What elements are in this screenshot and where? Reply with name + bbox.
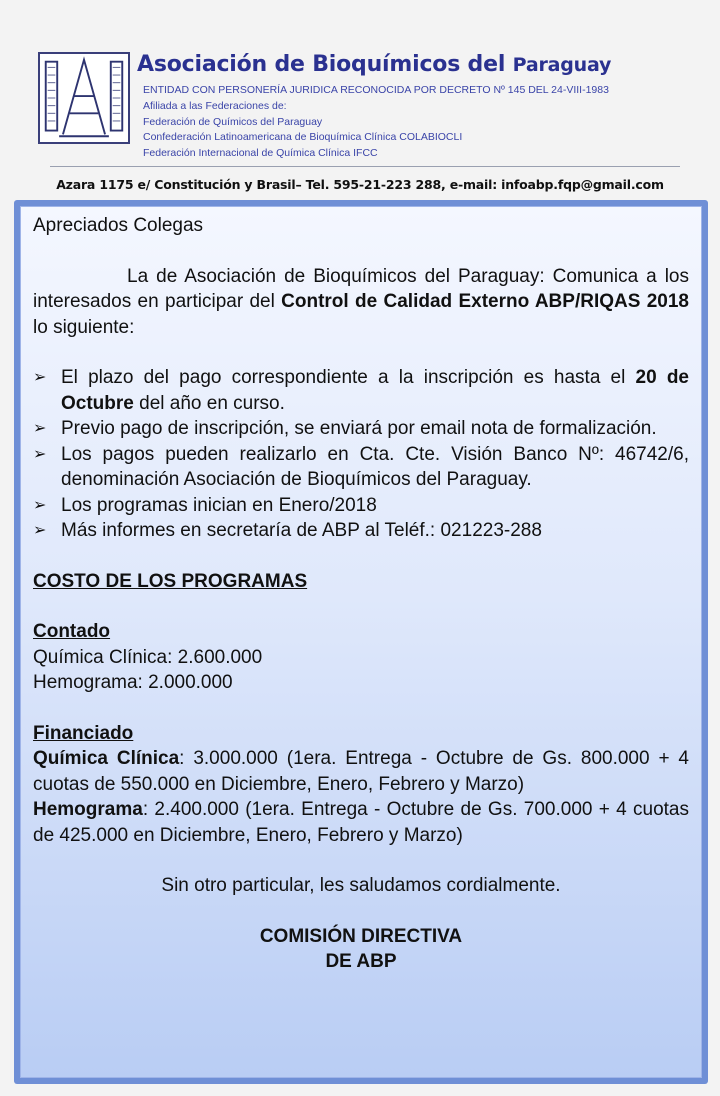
- org-affiliation-1: Federación de Químicos del Paraguay: [143, 115, 323, 128]
- address-line: Azara 1175 e/ Constitución y Brasil– Tel. 595-21-223 288, e-mail: infoabp.fqp@gmail.com: [56, 177, 664, 192]
- arrow-bullet-icon: ➢: [33, 369, 47, 386]
- arrow-bullet-icon: ➢: [33, 420, 47, 437]
- list-item-text: Más informes en secretaría de ABP al Teléf.: 021223-288: [61, 520, 542, 541]
- list-item-text: Los pagos pueden realizarlo en Cta. Cte. Visión Banco Nº: 46742/6, denominación Asociación de Bioquímicos del Paraguay.: [61, 443, 689, 490]
- costs-title: COSTO DE LOS PROGRAMAS: [33, 570, 308, 592]
- header-divider: [50, 166, 680, 167]
- list-item: [33, 518, 689, 544]
- list-item-text-end: del año en curso.: [133, 392, 285, 414]
- cash-line-chemistry: Química Clínica: 2.600.000: [33, 646, 263, 668]
- arrow-bullet-icon: ➢: [33, 496, 47, 514]
- intro-pre: La de Asociación de Bioquímicos del Paraguay: Comunica a los interesados en participar del: [33, 265, 689, 312]
- financed-chemistry-label: Química Clínica: [33, 748, 180, 769]
- financed-hemogram-label: Hemograma: [33, 799, 143, 820]
- list-item-text: Los programas inician en Enero/2018: [61, 494, 377, 516]
- org-affiliation-3: Federación Internacional de Química Clínica IFCC: [143, 147, 378, 160]
- financed-title: Financiado: [33, 722, 134, 744]
- list-item: [33, 365, 689, 416]
- org-legal-line: ENTIDAD CON PERSONERÍA JURIDICA RECONOCIDA POR DECRETO Nº 145 DEL 24-VIII-1983: [143, 84, 609, 96]
- list-item-text: El plazo del pago correspondiente a la inscripción es hasta el: [61, 367, 636, 388]
- letter-panel: [14, 200, 708, 1084]
- org-name-main: Asociación de Bioquímicos del: [137, 52, 506, 77]
- intro-bold: Control de Calidad Externo ABP/RIQAS 2018: [281, 291, 689, 312]
- signature-line-1: COMISIÓN DIRECTIVA: [259, 925, 463, 947]
- cash-title: Contado: [33, 621, 111, 642]
- list-item-bold: 20 de Octubre: [61, 367, 689, 414]
- intro-paragraph: [33, 264, 689, 341]
- arrow-bullet-icon: ➢: [33, 445, 47, 463]
- org-affiliations: [143, 83, 609, 162]
- list-item: [33, 442, 689, 493]
- org-affiliation-intro: Afiliada a las Federaciones de:: [143, 99, 287, 112]
- financed-chemistry: [33, 746, 689, 797]
- cash-line-hemogram: Hemograma: 2.000.000: [33, 672, 233, 693]
- financed-chemistry-text: : 3.000.000 (1era. Entrega - Octubre de Gs. 800.000 + 4 cuotas de 550.000 en Diciembre, Enero, Febrero y Marzo): [33, 748, 689, 795]
- signature-line-2: DE ABP: [325, 951, 397, 972]
- financed-hemogram: [33, 797, 689, 848]
- closing-line: Sin otro particular, les saludamos cordialmente.: [161, 875, 561, 896]
- org-name-last: Paraguay: [512, 54, 612, 76]
- arrow-bullet-icon: ➢: [33, 522, 47, 539]
- abp-logo-icon: [38, 52, 130, 144]
- info-list: [33, 365, 689, 544]
- greeting: Apreciados Colegas: [33, 215, 204, 236]
- letter-body: [20, 206, 702, 1078]
- org-name: [137, 52, 611, 77]
- list-item: [33, 493, 689, 519]
- financed-hemogram-text: : 2.400.000 (1era. Entrega - Octubre de Gs. 700.000 + 4 cuotas de 425.000 en Diciembre, Enero, Febrero y Marzo): [33, 799, 689, 846]
- org-affiliation-2: Confederación Latinoamericana de Bioquímica Clínica COLABIOCLI: [143, 131, 463, 144]
- list-item: [33, 416, 689, 442]
- list-item-text: Previo pago de inscripción, se enviará por email nota de formalización.: [61, 418, 657, 439]
- intro-post: lo siguiente:: [33, 316, 135, 338]
